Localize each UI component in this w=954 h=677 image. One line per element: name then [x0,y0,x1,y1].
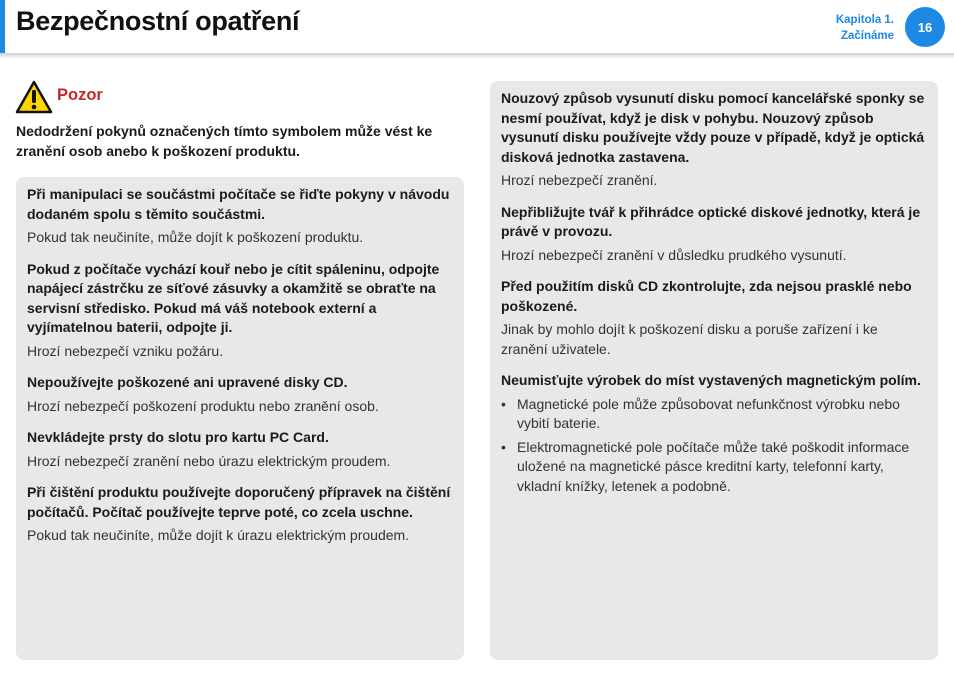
caution-instruction: Před použitím disků CD zkontrolujte, zda nejsou prasklé nebo poškozené. [501,278,912,314]
bullet-text: Elektromagnetické pole počítače může také poškodit informace uložené na magnetické pásce kreditní karty, telefonní karty, vkladní knížky, letenek a podobně. [517,438,910,494]
bullet-text: Magnetické pole může způsobovat nefunkčnost výrobku nebo vybití baterie. [517,395,900,431]
caution-consequence: Pokud tak neučiníte, může dojít k úrazu elektrickým proudem. [27,527,410,543]
caution-instruction: Nevkládejte prsty do slotu pro kartu PC Card. [27,429,329,445]
caution-instruction: Při čištění produktu používejte doporučený přípravek na čištění počítačů. Počítač používejte teprve poté, co zcela uschne. [27,484,451,520]
bullet-item [501,395,926,434]
caution-instruction: Při manipulaci se součástmi počítače se řiďte pokyny v návodu dodaném spolu s těmito součástmi. [27,186,450,222]
caution-item [501,89,926,191]
bullet-list [501,395,926,497]
bullet-mark: • [501,438,506,455]
caution-item [27,260,452,362]
caution-item [501,203,926,266]
caution-item [27,483,452,546]
caution-consequence: Hrozí nebezpečí zranění nebo úrazu elektrickým proudem. [27,452,391,469]
caution-consequence: Hrozí nebezpečí vzniku požáru. [27,342,224,359]
header-accent-bar [0,0,5,53]
caution-instruction: Pokud z počítače vychází kouř nebo je cítit spáleninu, odpojte napájecí zástrčku ze síťové zásuvky a okamžitě se obraťte na servisní středisko. Pokud má váš notebook externí a vyjímatelnou baterii, odpojte ji. [27,260,440,335]
bullet-mark: • [501,395,506,412]
chapter-number: Kapitola 1. [835,14,894,26]
caution-consequence: Hrozí nebezpečí zranění v důsledku prudkého vysunutí. [501,246,847,263]
caution-item [501,371,926,496]
right-caution-panel [490,81,938,660]
caution-heading: Pozor [57,86,103,104]
caution-item [27,373,452,416]
caution-instruction: Neumisťujte výrobek do míst vystavených magnetickým polím. [501,372,921,388]
left-caution-panel [16,177,464,660]
caution-consequence: Hrozí nebezpečí zranění. [501,172,658,188]
caution-item [501,277,926,359]
caution-consequence: Pokud tak neučiníte, může dojít k poškození produktu. [27,229,364,245]
caution-item [27,428,452,471]
caution-instruction: Nepoužívejte poškozené ani upravené disky CD. [27,374,348,390]
warning-triangle-icon [15,80,53,114]
caution-consequence: Hrozí nebezpečí poškození produktu nebo zranění osob. [27,397,379,414]
caution-intro: Nedodržení pokynů označených tímto symbolem může vést ke zranění osob anebo k poškození produktu. [16,123,433,159]
page-title: Bezpečnostní opatření [16,6,300,36]
caution-instruction: Nouzový způsob vysunutí disku pomocí kancelářské sponky se nesmí používat, když je disk v pohybu. Nouzový způsob vysunutí disku používejte vždy pouze v případě, když je optická disková jednotka zastavena. [501,90,925,165]
chapter-name: Začínáme [840,30,894,42]
bullet-item [501,438,926,497]
chapter-label[interactable] [836,12,894,44]
caution-instruction: Nepřibližujte tvář k přihrádce optické diskové jednotky, která je právě v provozu. [501,203,921,239]
caution-consequence: Jinak by mohlo dojít k poškození disku a poruše zařízení i ke zranění uživatele. [501,321,878,357]
page-number-badge: 16 [905,7,945,47]
caution-item [27,185,452,248]
header-divider [0,53,954,58]
